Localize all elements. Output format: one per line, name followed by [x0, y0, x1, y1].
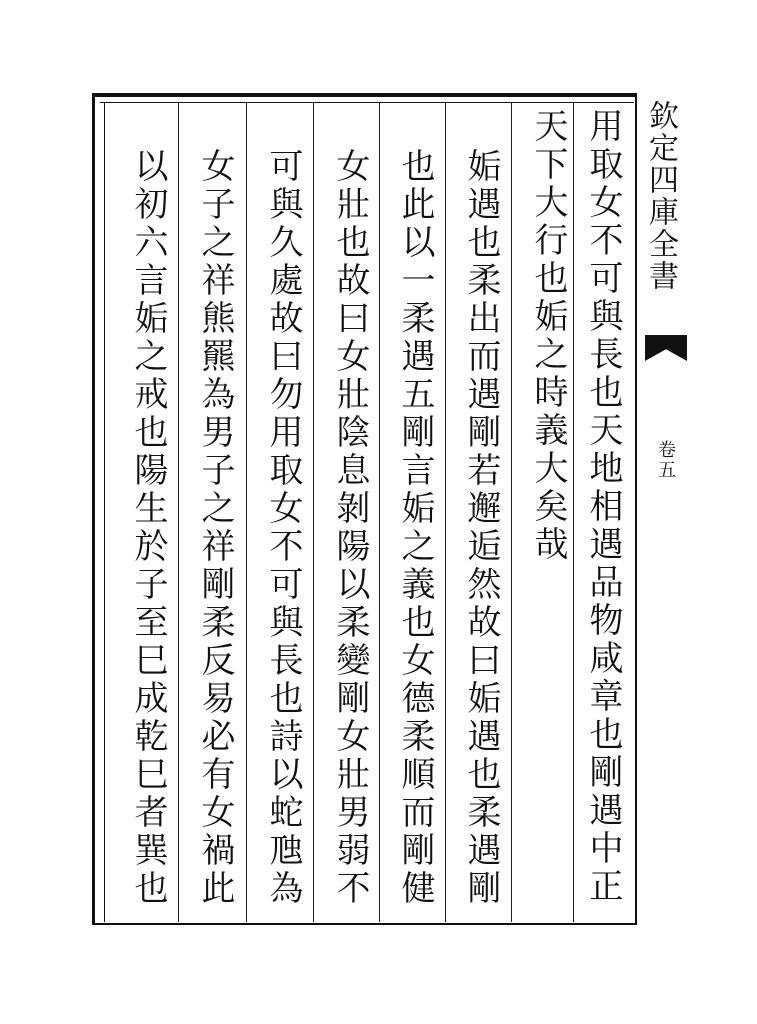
text-column-8: 以初六言姤之戒也陽生於子至巳成乾巳者巽也 — [128, 148, 168, 908]
column-rule — [379, 102, 380, 922]
column-rule — [573, 102, 574, 922]
column-rule — [178, 102, 179, 922]
text-column-5: 女壯也故曰女壯陰息剝陽以柔變剛女壯男弱不 — [330, 148, 370, 908]
text-column-2: 天下大行也姤之時義大矣哉 — [528, 108, 568, 564]
column-rule — [246, 102, 247, 922]
frame-inner-top-rule — [100, 102, 634, 103]
column-rule — [313, 102, 314, 922]
volume-label: 卷五 — [655, 440, 676, 480]
text-column-6: 可與久處故曰勿用取女不可與長也詩以蛇虺為 — [263, 148, 303, 908]
text-column-1: 用取女不可與長也天地相遇品物咸章也剛遇中正 — [583, 108, 623, 906]
text-column-3: 姤遇也柔出而遇剛若邂逅然故曰姤遇也柔遇剛 — [461, 148, 501, 908]
fishtail-mark — [645, 335, 687, 361]
column-rule — [445, 102, 446, 922]
text-column-4: 也此以一柔遇五剛言姤之義也女德柔順而剛健 — [395, 148, 435, 908]
book-title: 欽定四庫全書 — [643, 100, 678, 292]
text-column-7: 女子之祥熊羆為男子之祥剛柔反易必有女禍此 — [195, 148, 235, 908]
column-rule — [511, 102, 512, 922]
frame-inner-left-rule — [104, 102, 105, 922]
